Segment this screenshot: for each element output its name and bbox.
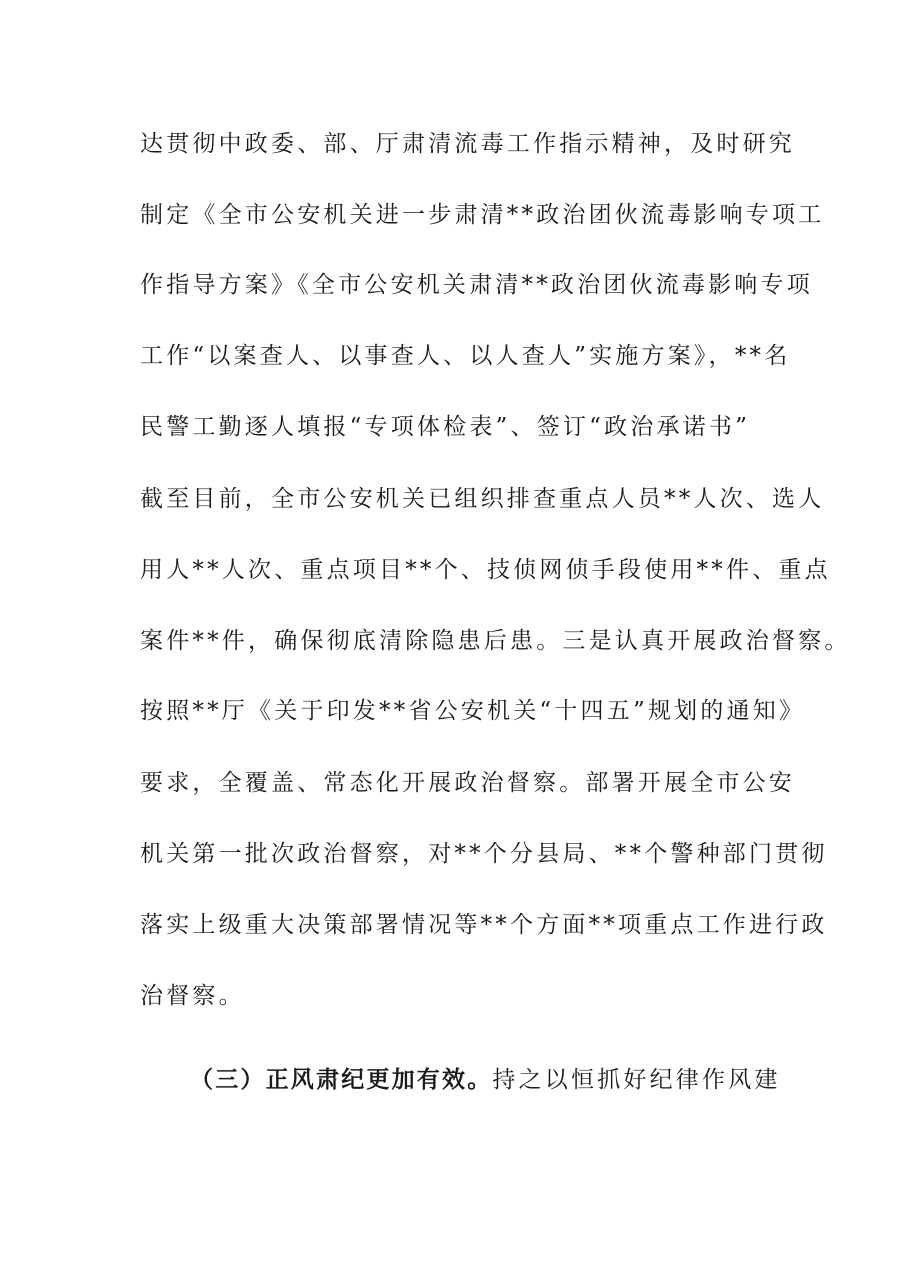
paragraph-line: 达贯彻中政委、部、厅肃清流毒工作指示精神，及时研究 bbox=[140, 131, 795, 157]
paragraph-line: 工作“以案查人、以事查人、以人查人”实施方案》，**名 bbox=[140, 343, 791, 369]
section-heading bbox=[190, 1065, 840, 1095]
paragraph-line: 作指导方案》《全市公安机关肃清**政治团伙流毒影响专项 bbox=[140, 272, 813, 298]
paragraph-line: 用人**人次、重点项目**个、技侦网侦手段使用**件、重点 bbox=[140, 557, 831, 583]
section-heading-title: （三）正风肃纪更加有效。 bbox=[190, 1067, 493, 1093]
paragraph-line: 民警工勤逐人填报“专项体检表”、签订“政治承诺书” bbox=[140, 414, 751, 440]
paragraph-line: 落实上级重大决策部署情况等**个方面**项重点工作进行政 bbox=[140, 912, 828, 938]
paragraph-line: 截至目前，全市公安机关已组织排查重点人员**人次、选人 bbox=[140, 486, 825, 512]
section-heading-text: 持之以恒抓好纪律作风建 bbox=[492, 1067, 781, 1093]
paragraph-line: 要求，全覆盖、常态化开展政治督察。部署开展全市公安 bbox=[140, 770, 795, 796]
paragraph-line: 制定《全市公安机关进一步肃清**政治团伙流毒影响专项工 bbox=[140, 202, 825, 228]
paragraph-line: 案件**件，确保彻底清除隐患后患。三是认真开展政治督察。 bbox=[140, 628, 851, 654]
paragraph-line: 按照**厅《关于印发**省公安机关“十四五”规划的通知》 bbox=[140, 698, 806, 724]
paragraph-line: 机关第一批次政治督察，对**个分县局、**个警种部门贯彻 bbox=[140, 841, 828, 867]
paragraph-line: 治督察。 bbox=[140, 983, 245, 1009]
